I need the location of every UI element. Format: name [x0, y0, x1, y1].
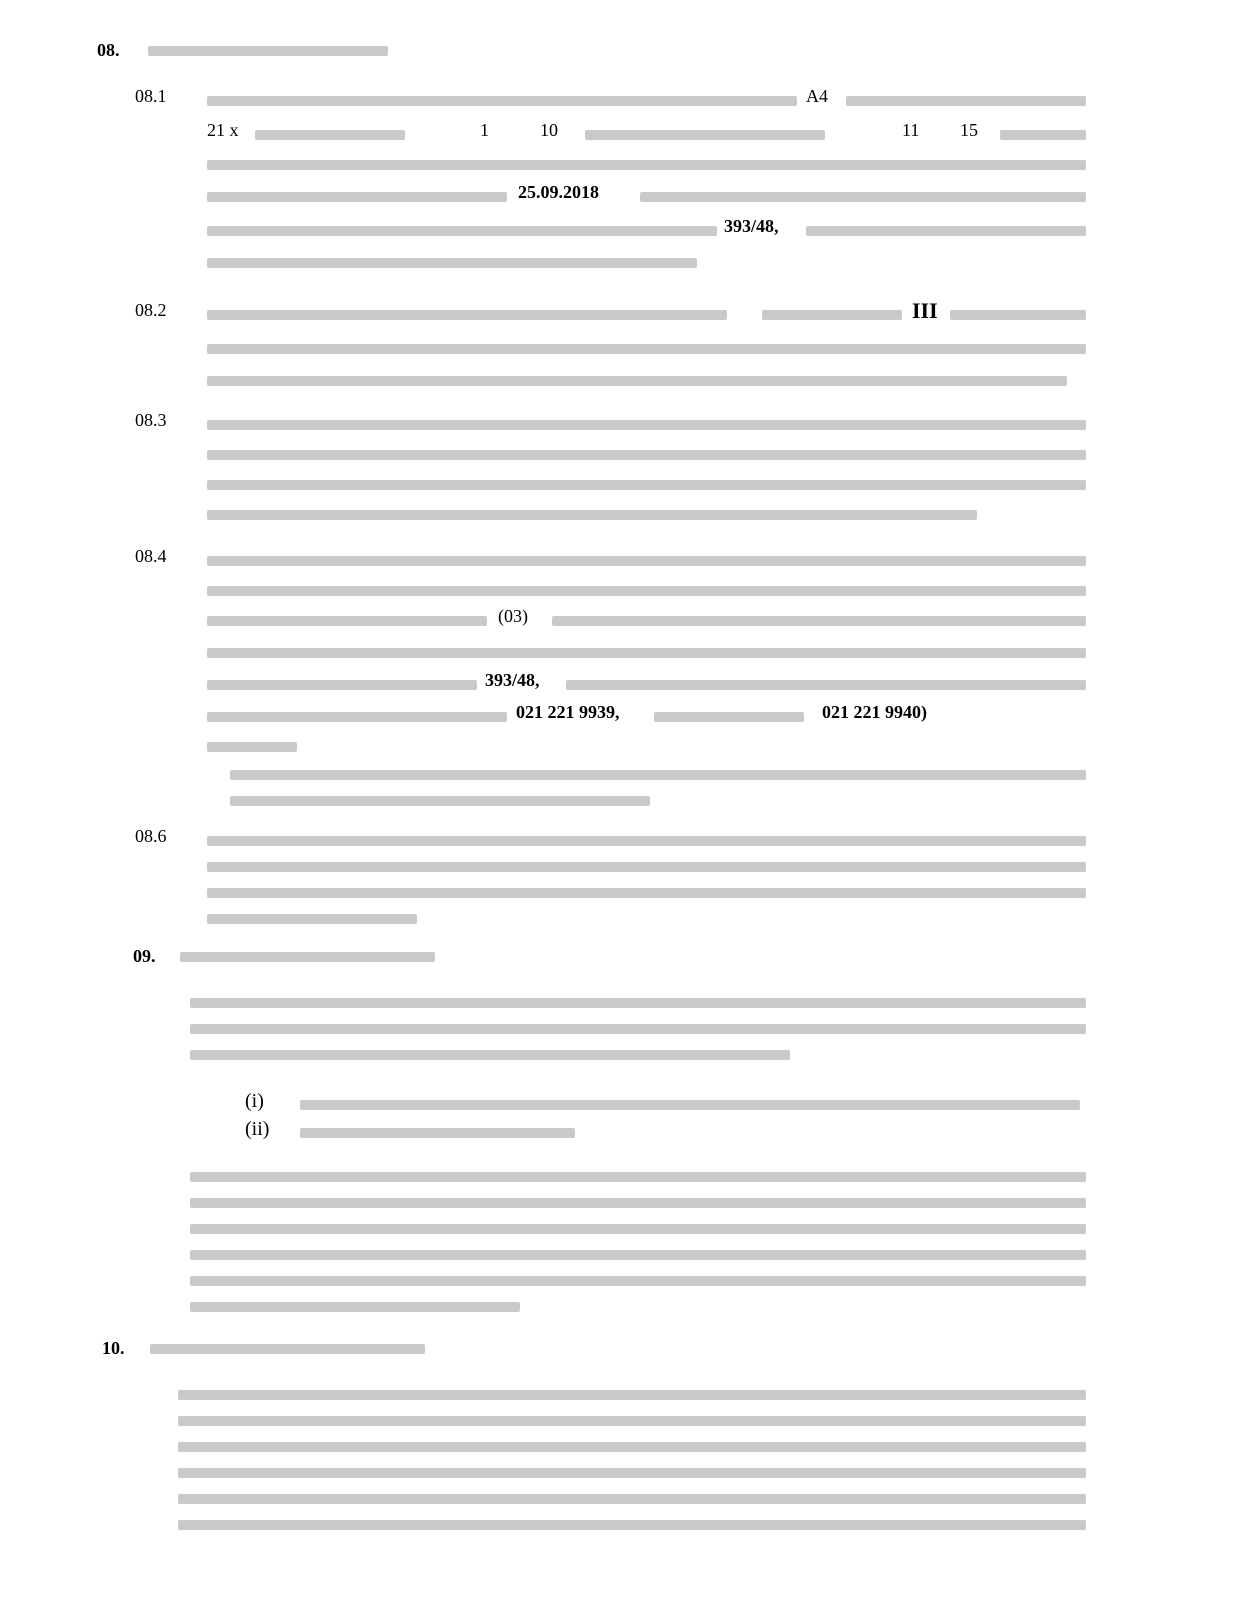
section-heading-09: 09. [133, 946, 156, 966]
text-line [585, 130, 825, 140]
figure-address-2: 393/48, [485, 670, 540, 690]
figure-range-2: 10 [540, 120, 558, 140]
figure-address-1: 393/48, [724, 216, 779, 236]
text-line [207, 586, 1086, 596]
text-line [207, 376, 1067, 386]
text-line [178, 1416, 1086, 1426]
list-marker: (i) [245, 1090, 264, 1112]
text-line [207, 556, 1086, 566]
text-line [1000, 130, 1086, 140]
figure-days: (03) [498, 606, 528, 626]
figure-range-1: 1 [480, 120, 489, 140]
heading-text-08 [148, 46, 388, 56]
list-item-text [300, 1128, 575, 1138]
text-line [207, 888, 1086, 898]
text-line [255, 130, 405, 140]
text-line [230, 770, 1086, 780]
figure-phone: 021 221 9939, [516, 702, 620, 722]
text-line [190, 1024, 1086, 1034]
text-line [207, 510, 977, 520]
heading-text-09 [180, 952, 435, 962]
figure-size: 21 x [207, 120, 239, 140]
text-line [207, 226, 717, 236]
text-line [846, 96, 1086, 106]
text-line [806, 226, 1086, 236]
note-label [207, 742, 297, 752]
text-line [178, 1468, 1086, 1478]
section-heading-10: 10. [102, 1338, 125, 1358]
text-line [190, 1050, 790, 1060]
text-line [207, 680, 477, 690]
figure-fax: 021 221 9940) [822, 702, 927, 722]
text-line [178, 1520, 1086, 1530]
text-line [207, 258, 697, 268]
figure-range-4: 15 [960, 120, 978, 140]
clause-number: 08.6 [135, 826, 167, 846]
text-line [207, 310, 727, 320]
text-line [190, 998, 1086, 1008]
text-line [190, 1224, 1086, 1234]
text-line [207, 862, 1086, 872]
text-line [190, 1250, 1086, 1260]
text-line [950, 310, 1086, 320]
text-line [552, 616, 1086, 626]
text-line [762, 310, 902, 320]
text-line [207, 480, 1086, 490]
figure-range-3: 11 [902, 120, 920, 140]
text-line [190, 1172, 1086, 1182]
text-line [190, 1302, 520, 1312]
text-line [207, 96, 797, 106]
text-line [178, 1442, 1086, 1452]
figure-a4: A4 [806, 86, 828, 106]
section-heading-08: 08. [97, 40, 120, 60]
text-line [207, 160, 1086, 170]
text-line [230, 796, 650, 806]
text-line [207, 914, 417, 924]
heading-text-10 [150, 1344, 425, 1354]
text-line [178, 1390, 1086, 1400]
text-line [207, 192, 507, 202]
clause-number: 08.3 [135, 410, 167, 430]
text-line [566, 680, 1086, 690]
text-line [207, 648, 1086, 658]
clause-number: 08.1 [135, 86, 167, 106]
clause-number: 08.2 [135, 300, 167, 320]
text-line [207, 836, 1086, 846]
text-line [654, 712, 804, 722]
text-line [640, 192, 1086, 202]
text-line [207, 450, 1086, 460]
clause-number: 08.4 [135, 546, 167, 566]
text-line [207, 344, 1086, 354]
text-line [178, 1494, 1086, 1504]
list-marker: (ii) [245, 1118, 270, 1140]
list-item-text [300, 1100, 1080, 1110]
figure-close-date: 25.09.2018 [518, 182, 599, 202]
text-line [207, 712, 507, 722]
text-line [207, 616, 487, 626]
text-line [207, 420, 1086, 430]
text-line [190, 1276, 1086, 1286]
text-line [190, 1198, 1086, 1208]
figure-grade: III [912, 298, 938, 323]
